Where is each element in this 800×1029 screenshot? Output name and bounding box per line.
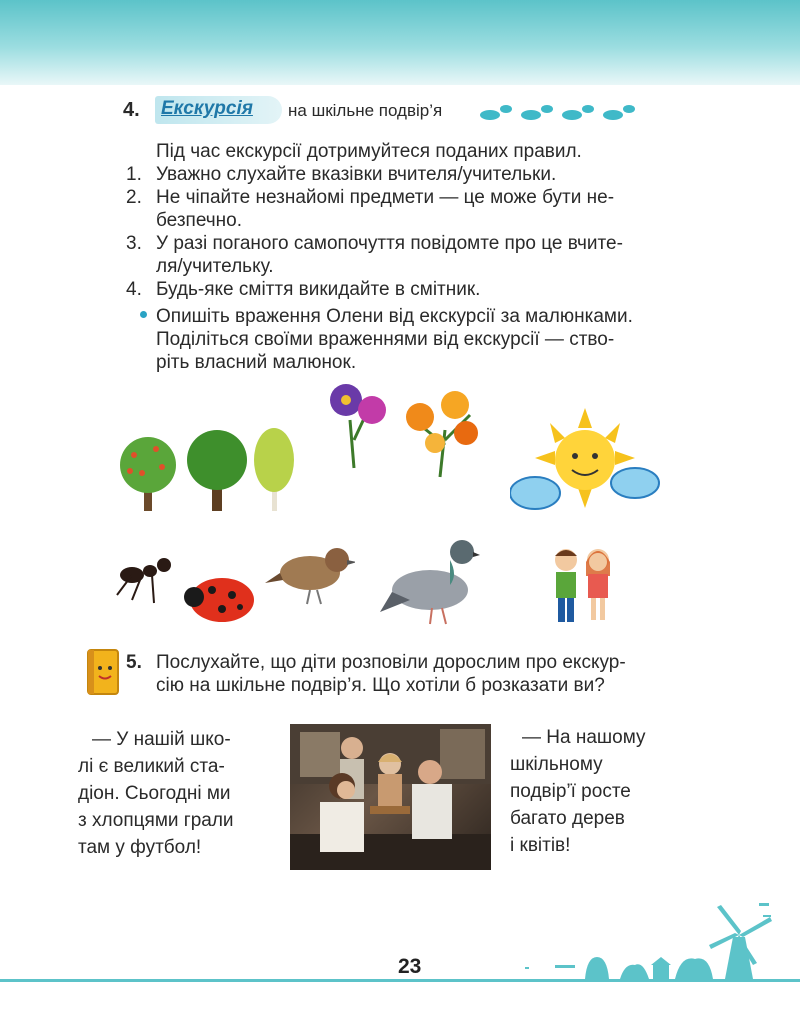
- rule-number: 3.: [126, 233, 142, 254]
- aster-flowers-illustration: [320, 380, 390, 470]
- left-quote-line: з хлопцями грали: [78, 810, 234, 831]
- left-quote-line: діон. Сьогодні ми: [78, 783, 231, 804]
- header-band: [0, 0, 800, 85]
- rule-number: 1.: [126, 164, 142, 185]
- rule-text: Будь-яке сміття викидайте в смітник.: [156, 279, 481, 300]
- task4-heading: на шкільне подвір’я: [288, 101, 443, 120]
- rule-text: Уважно слухайте вказівки вчителя/учительки.: [156, 164, 557, 185]
- footprints-icon: [478, 100, 648, 124]
- left-quote-line: там у футбол!: [78, 837, 202, 858]
- pigeon-illustration: [380, 530, 480, 630]
- rule-text: ля/учительку.: [156, 256, 274, 277]
- rule-text: Не чіпайте незнайомі предмети — це може бути не-: [156, 187, 615, 208]
- sparrow-illustration: [265, 538, 355, 608]
- bullet-text: Опишіть враження Олени від екскурсії за малюнками.: [156, 306, 633, 327]
- marigold-flowers-illustration: [400, 385, 490, 480]
- task5-number: 5.: [126, 652, 142, 673]
- sun-illustration: [510, 408, 660, 518]
- bullet-text: Поділіться своїми враженнями від екскурсії — ство-: [156, 329, 615, 350]
- right-quote-line: і квітів!: [510, 835, 571, 856]
- ant-and-ladybug-illustration: [112, 545, 272, 625]
- page-number: 23: [398, 955, 422, 978]
- right-quote-line: подвір’ї росте: [510, 781, 631, 802]
- rule-text: безпечно.: [156, 210, 242, 231]
- rule-number: 4.: [126, 279, 142, 300]
- children-illustration: [548, 540, 618, 625]
- book-icon: [84, 644, 124, 700]
- left-quote-line: лі є великий ста-: [78, 756, 225, 777]
- bullet-text: ріть власний малюнок.: [156, 352, 357, 373]
- task5-text: сію на шкільне подвір’я. Що хотіли б розказати ви?: [156, 675, 605, 696]
- task5-text: Послухайте, що діти розповіли дорослим про екскур-: [156, 652, 626, 673]
- right-quote-line: шкільному: [510, 754, 603, 775]
- right-quote-line: — На нашому: [522, 727, 646, 748]
- rule-text: У разі поганого самопочуття повідомте про це вчите-: [156, 233, 623, 254]
- bullet-icon: [140, 311, 147, 318]
- excursion-tag: [155, 96, 282, 124]
- task4-intro: Під час екскурсії дотримуйтеся поданих правил.: [156, 141, 582, 162]
- windmill-landscape-icon: [525, 895, 800, 985]
- left-quote-line: — У нашій шко-: [92, 729, 231, 750]
- right-quote-line: багато дерев: [510, 808, 625, 829]
- trees-illustration: [112, 415, 312, 515]
- rule-number: 2.: [126, 187, 142, 208]
- family-photo: [290, 724, 491, 870]
- excursion-tag-label: Екскурсія: [161, 98, 253, 119]
- task4-number: 4.: [123, 99, 140, 121]
